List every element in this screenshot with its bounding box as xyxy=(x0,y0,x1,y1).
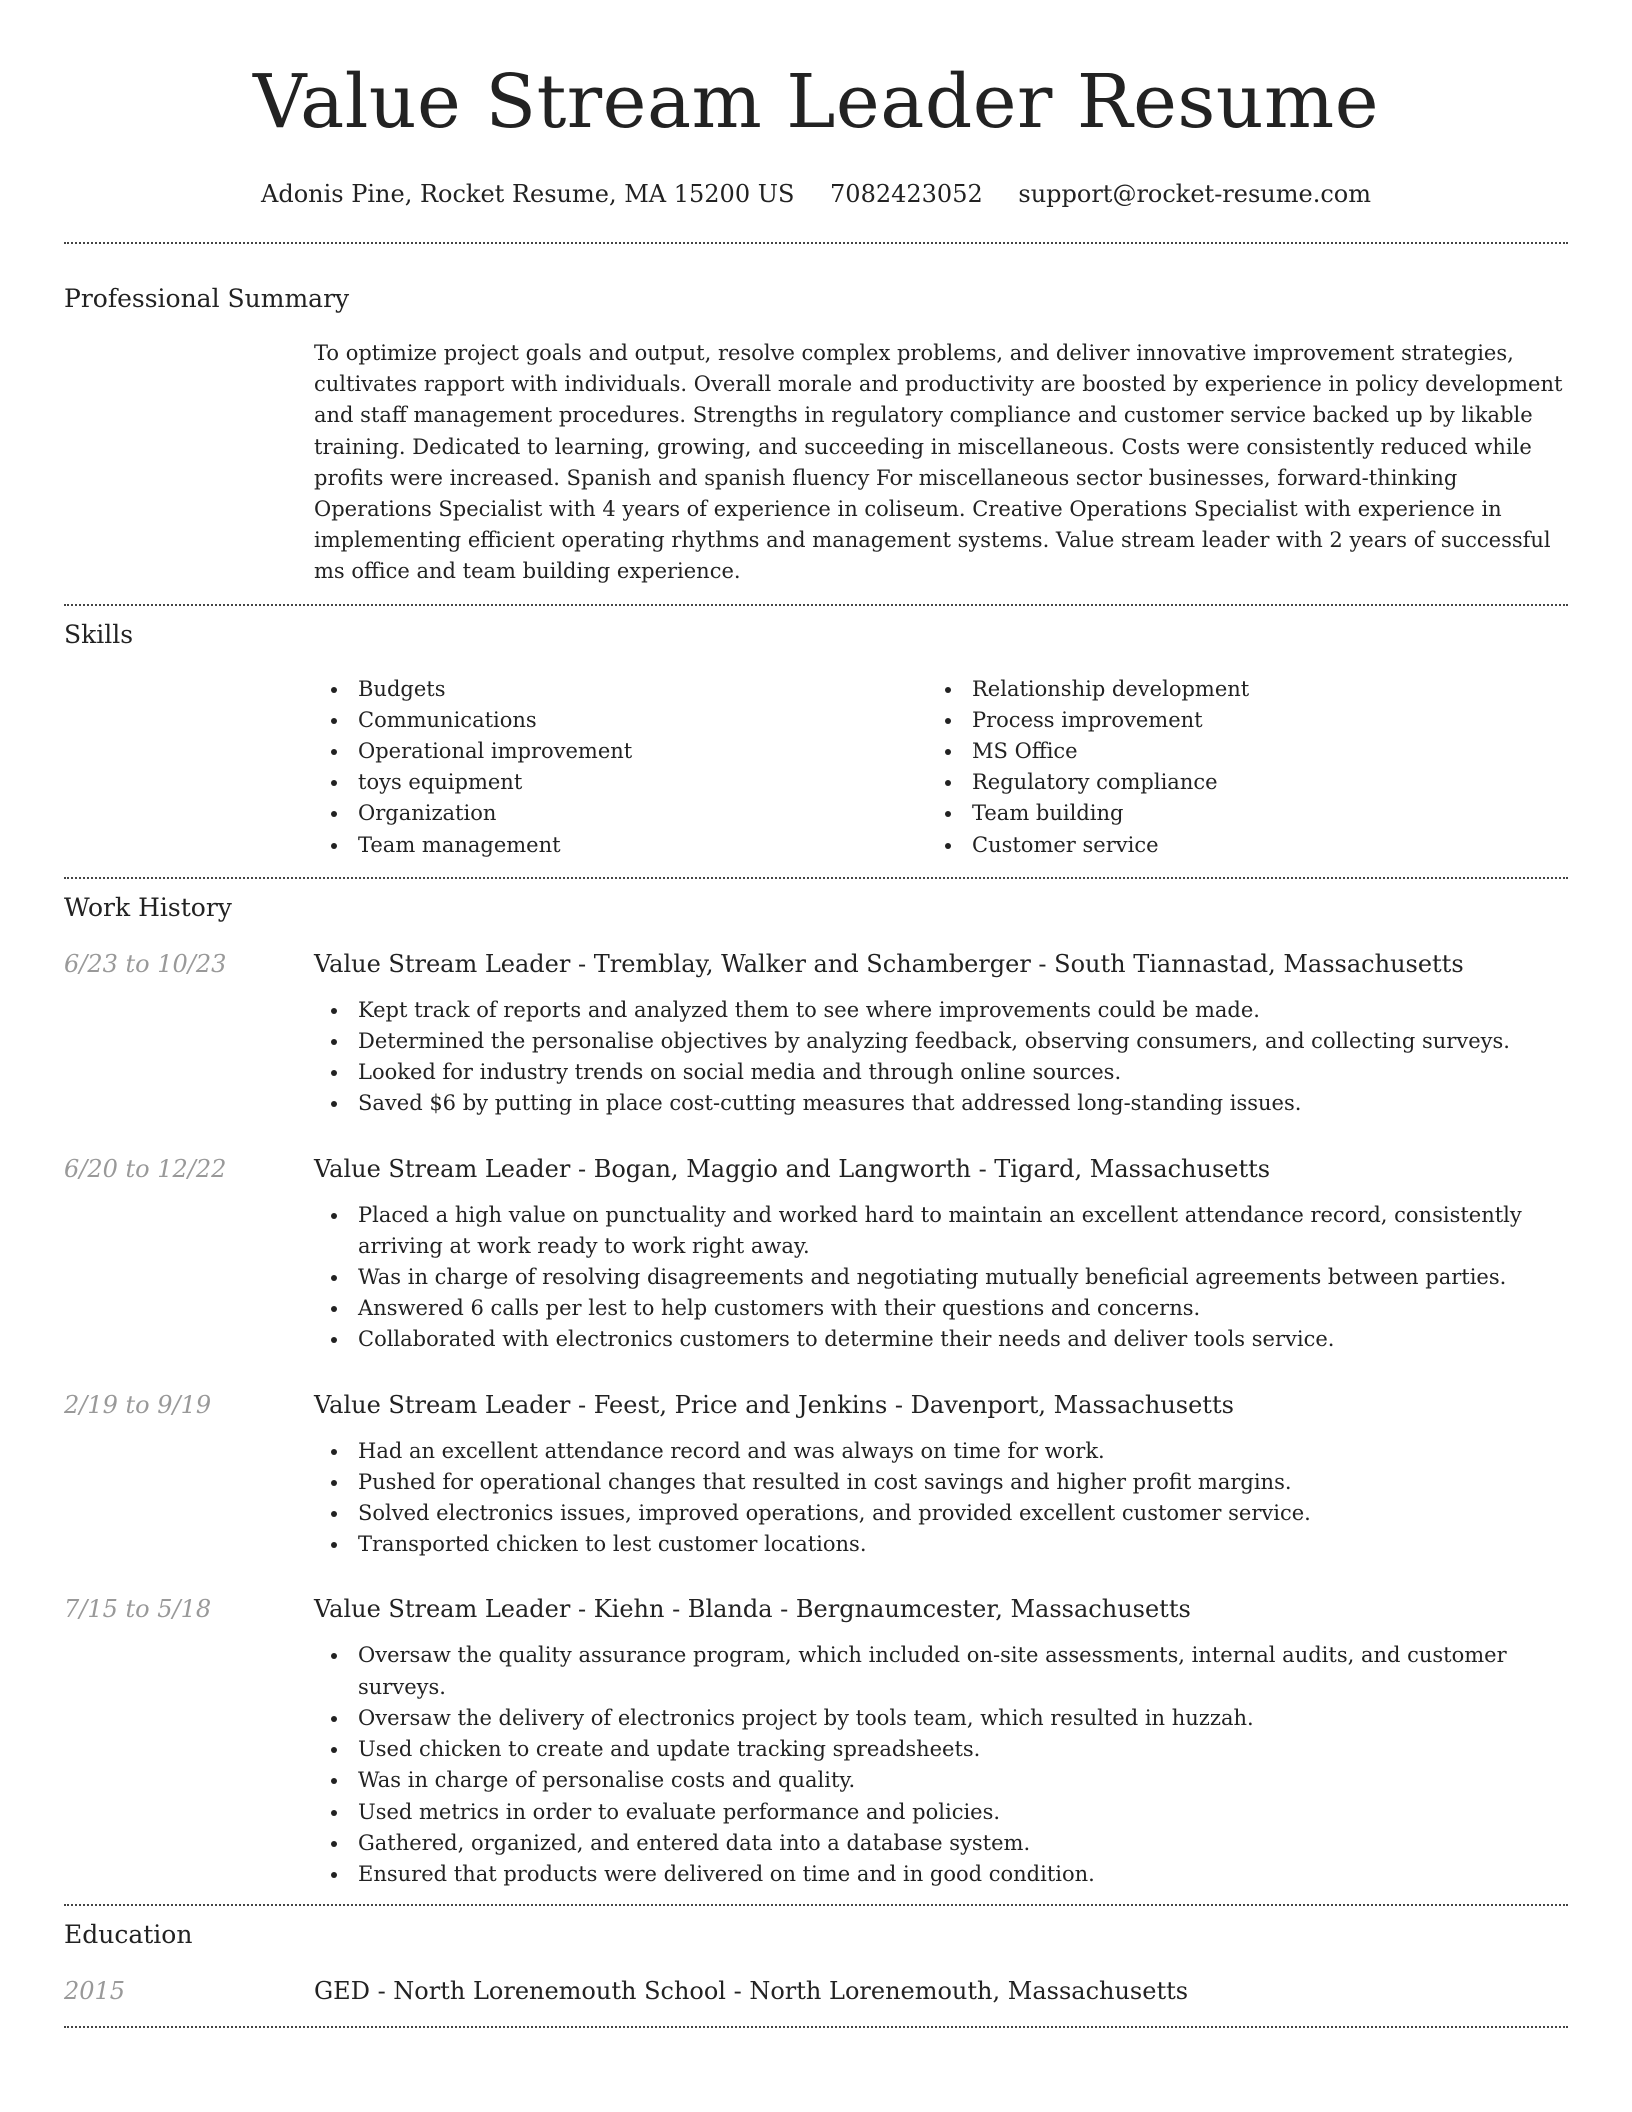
job-title: Value Stream Leader - Feest, Price and Jenkins - Davenport, Massachusetts xyxy=(314,1390,1234,1419)
contact-email: support@rocket-resume.com xyxy=(1018,180,1371,208)
work-heading: Work History xyxy=(64,892,232,922)
job-body xyxy=(314,1152,1566,1356)
job-date: 6/23 to 10/23 xyxy=(64,949,227,978)
job-bullets xyxy=(314,1200,1566,1356)
skill-item: MS Office xyxy=(928,736,1542,767)
job-date: 6/20 to 12/22 xyxy=(64,1154,227,1183)
skill-item: Customer service xyxy=(928,830,1542,861)
job-entry xyxy=(64,1592,1568,1890)
education-section xyxy=(64,1906,1568,2008)
skills-heading: Skills xyxy=(64,619,134,649)
education-body xyxy=(314,1974,1566,2008)
skill-item: Team building xyxy=(928,798,1542,829)
job-bullet: Solved electronics issues, improved operations, and provided excellent customer service. xyxy=(314,1498,1566,1529)
skill-item: Relationship development xyxy=(928,674,1542,705)
job-bullets xyxy=(314,1640,1566,1890)
skill-item: Process improvement xyxy=(928,705,1542,736)
education-entry xyxy=(64,1974,1568,2008)
job-date: 2/19 to 9/19 xyxy=(64,1390,212,1419)
contact-line xyxy=(64,178,1568,210)
contact-address: Adonis Pine, Rocket Resume, MA 15200 US xyxy=(261,180,795,208)
job-bullet: Gathered, organized, and entered data into a database system. xyxy=(314,1828,1566,1859)
job-bullet: Transported chicken to lest customer locations. xyxy=(314,1529,1566,1560)
job-body xyxy=(314,947,1566,1120)
job-bullets xyxy=(314,1436,1566,1561)
job-bullet: Used metrics in order to evaluate performance and policies. xyxy=(314,1797,1566,1828)
skill-item: Team management xyxy=(314,830,928,861)
job-bullet: Oversaw the quality assurance program, which included on-site assessments, internal audits, and customer surveys. xyxy=(314,1640,1566,1702)
job-bullet: Had an excellent attendance record and was always on time for work. xyxy=(314,1436,1566,1467)
job-entry xyxy=(64,1388,1568,1561)
education-date: 2015 xyxy=(64,1977,126,2006)
job-bullet: Ensured that products were delivered on time and in good condition. xyxy=(314,1859,1566,1890)
job-title: Value Stream Leader - Tremblay, Walker and Schamberger - South Tiannastad, Massachusetts xyxy=(314,949,1464,978)
skills-grid xyxy=(314,674,1566,861)
divider xyxy=(64,2026,1568,2028)
job-bullet: Placed a high value on punctuality and worked hard to maintain an excellent attendance record, consistently arriving at work ready to work right away. xyxy=(314,1200,1566,1262)
skill-item: Operational improvement xyxy=(314,736,928,767)
job-bullet: Pushed for operational changes that resulted in cost savings and higher profit margins. xyxy=(314,1467,1566,1498)
job-title: Value Stream Leader - Kiehn - Blanda - Bergnaumcester, Massachusetts xyxy=(314,1595,1191,1624)
education-heading: Education xyxy=(64,1920,193,1950)
skills-list-right xyxy=(928,674,1542,861)
skill-item: Organization xyxy=(314,798,928,829)
job-bullets xyxy=(314,995,1566,1120)
job-body xyxy=(314,1592,1566,1890)
skill-item: Communications xyxy=(314,705,928,736)
contact-phone: 7082423052 xyxy=(830,180,983,208)
job-bullet: Was in charge of resolving disagreements and negotiating mutually beneficial agreements between parties. xyxy=(314,1262,1566,1293)
summary-body xyxy=(314,338,1566,588)
summary-section xyxy=(64,244,1568,588)
skills-section xyxy=(64,606,1568,861)
skills-body xyxy=(314,674,1566,861)
page-title: Value Stream Leader Resume xyxy=(252,59,1380,145)
job-bullet: Kept track of reports and analyzed them to see where improvements could be made. xyxy=(314,995,1566,1026)
job-bullet: Used chicken to create and update tracking spreadsheets. xyxy=(314,1734,1566,1765)
job-bullet: Determined the personalise objectives by analyzing feedback, observing consumers, and collecting surveys. xyxy=(314,1026,1566,1057)
job-title: Value Stream Leader - Bogan, Maggio and Langworth - Tigard, Massachusetts xyxy=(314,1154,1271,1183)
job-date: 7/15 to 5/18 xyxy=(64,1595,212,1624)
summary-text: To optimize project goals and output, resolve complex problems, and deliver innovative improvement strategies, cultivates rapport with individuals. Overall morale and productivity are boosted by experience in policy development and staff management procedures. Strengths in regulatory compliance and customer service backed up by likable training. Dedicated to learning, growing, and succeeding in miscellaneous. Costs were consistently reduced while profits were increased. Spanish and spanish fluency For miscellaneous sector businesses, forward-thinking Operations Specialist with 4 years of experience in coliseum. Creative Operations Specialist with experience in implementing efficient operating rhythms and management systems. Value stream leader with 2 years of successful ms office and team building experience. xyxy=(314,341,1563,584)
education-title: GED - North Lorenemouth School - North Lorenemouth, Massachusetts xyxy=(314,1977,1189,2006)
summary-heading: Professional Summary xyxy=(64,284,350,313)
skill-item: toys equipment xyxy=(314,767,928,798)
job-entry xyxy=(64,947,1568,1120)
skills-list-left xyxy=(314,674,928,861)
skill-item: Regulatory compliance xyxy=(928,767,1542,798)
job-bullet: Answered 6 calls per lest to help customers with their questions and concerns. xyxy=(314,1293,1566,1324)
work-section xyxy=(64,879,1568,1890)
job-bullet: Looked for industry trends on social media and through online sources. xyxy=(314,1057,1566,1088)
job-bullet: Collaborated with electronics customers to determine their needs and deliver tools service. xyxy=(314,1324,1566,1355)
job-bullet: Was in charge of personalise costs and quality. xyxy=(314,1765,1566,1796)
skill-item: Budgets xyxy=(314,674,928,705)
job-bullet: Saved $6 by putting in place cost-cutting measures that addressed long-standing issues. xyxy=(314,1088,1566,1119)
job-body xyxy=(314,1388,1566,1561)
job-entry xyxy=(64,1152,1568,1356)
job-bullet: Oversaw the delivery of electronics project by tools team, which resulted in huzzah. xyxy=(314,1703,1566,1734)
